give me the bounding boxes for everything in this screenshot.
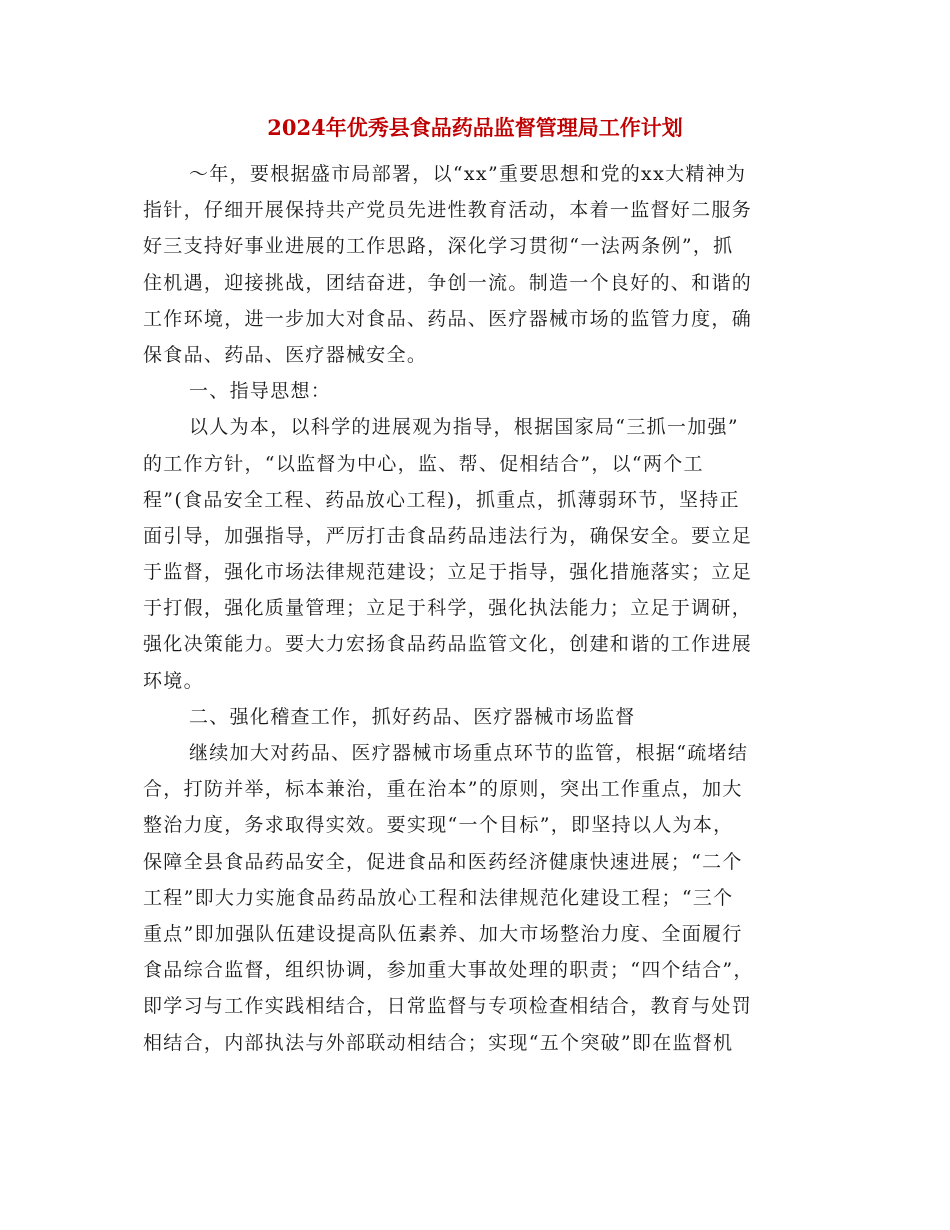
text-line: 于打假，强化质量管理；立足于科学，强化执法能力；立足于调研， (143, 597, 753, 620)
text-line: 重点”即加强队伍建设提高队伍素养、加大市场整治力度、全面履行 (143, 922, 743, 945)
text-line: 强化决策能力。要大力宏扬食品药品监管文化，创建和谐的工作进展 (143, 633, 753, 656)
text-line: 保食品、药品、医疗器械安全。 (143, 343, 428, 366)
text-line: 指针，仔细开展保持共产党员先进性教育活动，本着一监督好二服务 (143, 199, 753, 222)
text-line: 环境。 (143, 669, 204, 692)
text-line: 即学习与工作实践相结合，日常监督与专项检查相结合，教育与处罚 (143, 995, 753, 1018)
text-line: 整治力度，务求取得实效。要实现“一个目标”，即坚持以人为本， (143, 814, 734, 837)
text-line: 相结合，内部执法与外部联动相结合；实现“五个突破”即在监督机 (143, 1031, 734, 1054)
text-line: ～年，要根据盛市局部署，以“xx”重要思想和党的xx大精神为 (189, 163, 747, 185)
text-line: 保障全县食品药品安全，促进食品和医药经济健康快速进展；“二个 (143, 850, 743, 873)
text-line: 合，打防并举，标本兼治，重在治本”的原则，突出工作重点，加大 (143, 778, 743, 801)
text-line: 以人为本，以科学的进展观为指导，根据国家局“三抓一加强” (189, 416, 739, 439)
text-line: 面引导，加强指导，严厉打击食品药品违法行为，确保安全。要立足 (143, 524, 753, 547)
text-line: 住机遇，迎接挑战，团结奋进，争创一流。制造一个良好的、和谐的 (143, 271, 753, 294)
text-line: 二、强化稽查工作，抓好药品、医疗器械市场监督 (189, 705, 636, 728)
text-line: 于监督，强化市场法律规范建设；立足于指导，强化措施落实；立足 (143, 561, 753, 584)
text-line: 工程”即大力实施食品药品放心工程和法律规范化建设工程；“三个 (143, 886, 734, 909)
document-body (143, 156, 813, 1061)
text-line: 程”(食品安全工程、药品放心工程)，抓重点，抓薄弱环节，坚持正 (143, 488, 740, 511)
document-title: 2024年优秀县食品药品监督管理局工作计划 (267, 115, 683, 140)
text-line: 好三支持好事业进展的工作思路，深化学习贯彻“一法两条例”，抓 (143, 235, 734, 258)
text-line: 继续加大对药品、医疗器械市场重点环节的监管，根据“疏堵结 (189, 742, 749, 764)
text-line: 食品综合监督，组织协调，参加重大事故处理的职责；“四个结合”， (143, 959, 754, 982)
text-line: 一、指导思想： (189, 380, 332, 403)
text-line: 工作环境，进一步加大对食品、药品、医疗器械市场的监管力度，确 (143, 307, 753, 330)
text-line: 的工作方针，“以监督为中心，监、帮、促相结合”，以“两个工 (143, 452, 704, 475)
